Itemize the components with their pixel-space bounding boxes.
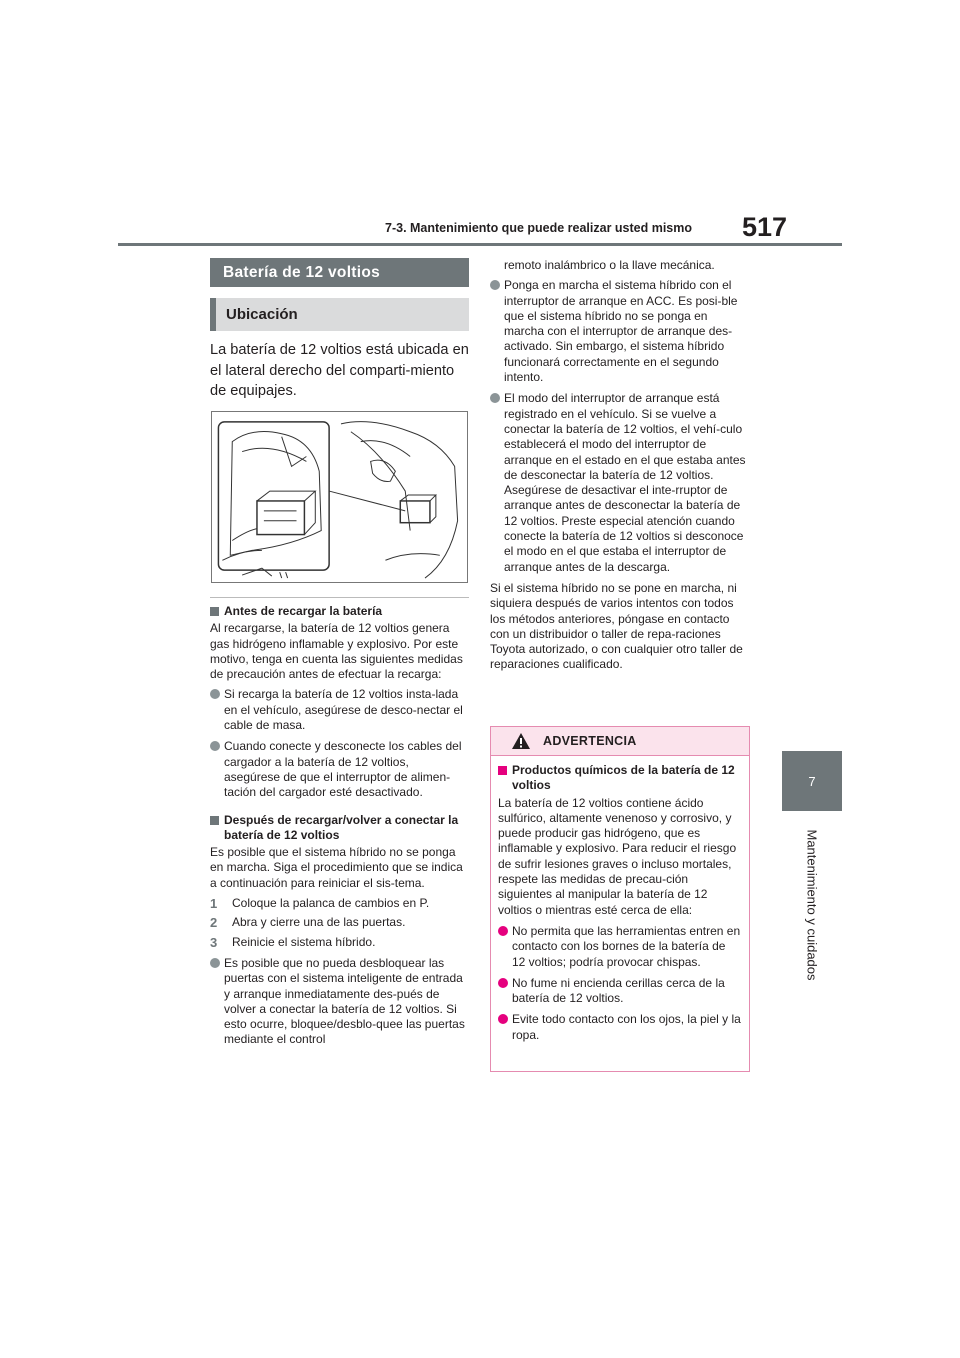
list-item-text: No fume ni encienda cerillas cerca de la batería de 12 voltios. [512,975,725,1006]
intro-text: La batería de 12 voltios está ubicada en el lateral derecho del comparti-miento de equipajes. [210,342,469,399]
right-column [490,258,748,678]
circle-bullet-icon [498,926,508,936]
list-item-text: Ponga en marcha el sistema híbrido con el interruptor de arranque en ACC. Es posi-ble que el sistema híbrido no se ponga en marcha con el interruptor de arranque des-activado. Sin embargo, el sistema híbrido funcionará correctamente en el segundo intento. [504,278,738,385]
list-item [210,739,468,800]
step-number: 2 [210,915,218,931]
warning-body [491,756,749,1043]
chapter-label-text: Mantenimiento y cuidados [804,828,820,981]
reconnect-heading-text: Después de recargar/volver a conectar la batería de 12 voltios [224,812,459,842]
recharge-heading-text: Antes de recargar la batería [224,604,383,618]
running-header: 7-3. Mantenimiento que puede realizar usted mismo [385,221,693,235]
trunk-diagram-image [212,412,467,582]
reconnect-text: Es posible que el sistema híbrido no se ponga en marcha. Siga el procedimiento que se indica a continuación para reiniciar el sis-tema. [210,845,463,890]
circle-bullet-icon [210,958,220,968]
circle-bullet-icon [490,280,500,290]
warning-heading [498,763,742,794]
warning-box [490,726,750,1072]
section-title: Batería de 12 voltios [210,258,469,287]
step-item [210,896,468,911]
list-item [498,1012,742,1043]
chapter-tab: 7 [782,751,842,811]
circle-bullet-icon [490,393,500,403]
list-item-text: Si recarga la batería de 12 voltios insta-lada en el vehículo, asegúrese de desco-nectar el cable de masa. [224,687,463,733]
recharge-text: Al recargarse, la batería de 12 voltios genera gas hidrógeno inflamable y explosivo. Por este motivo, tenga en cuenta las siguientes medidas de precaución antes de efectuar la recarga: [210,621,463,682]
step-item [210,935,468,950]
subsection-title: Ubicación [210,298,469,331]
list-item [210,687,468,733]
warning-header [491,727,749,756]
list-item-text: No permita que las herramientas entren en contacto con los bornes de la batería de 12 voltios; podría provocar chispas. [512,923,741,969]
step-text: Coloque la palanca de cambios en P. [232,896,430,911]
step-text: Abra y cierre una de las puertas. [232,915,406,930]
list-item [210,956,468,1048]
warning-heading-text: Productos químicos de la batería de 12 voltios [512,763,735,793]
battery-location-illustration [211,411,468,583]
recharge-heading [210,604,468,619]
step-number: 1 [210,896,218,912]
list-item-text: Evite todo contacto con los ojos, la piel y la ropa. [512,1012,741,1042]
header-rule [118,243,842,246]
reconnect-heading [210,813,468,844]
list-item [498,976,742,1007]
warning-triangle-icon [511,732,531,750]
fallback-paragraph: Si el sistema híbrido no se pone en marcha, ni siquiera después de varios intentos con todos los métodos anteriores, póngase en contacto con un distribuidor o taller de repa-raciones Toyota autorizado, o con cualquier otro taller de reparaciones cualificado. [490,580,743,672]
circle-bullet-icon [210,689,220,699]
step-text: Reinicie el sistema híbrido. [232,934,376,949]
list-item [498,924,742,970]
circle-bullet-icon [498,1014,508,1024]
step-item [210,915,468,930]
page-number: 517 [742,212,788,242]
warning-title: ADVERTENCIA [543,734,637,748]
list-item-text: Es posible que no pueda desbloquear las puertas con el sistema inteligente de entrada y arranque inmediatamente des-pués de volver a conectar la batería de 12 voltios. Si esto ocurre, bloquee/desblo-quee las puertas mediante el control [224,955,465,1047]
list-item [490,278,748,385]
left-column [210,604,468,1054]
warning-text: La batería de 12 voltios contiene ácido sulfúrico, altamente venenoso y corrosivo, y puede producir gas hidrógeno, que es inflamable y explosivo. Para reducir el riesgo de sufrir lesiones graves o incluso mortales, respete las medidas de precau-ción siguientes al manipular la batería de 12 voltios o mientras esté cerca de ella: [498,795,737,917]
step-number: 3 [210,934,218,950]
divider [210,597,469,598]
list-item-text: El modo del interruptor de arranque está registrado en el vehículo. Si se vuelve a conectar la batería de 12 voltios, el vehí-culo establecerá el modo del interruptor de arranque en el estado en el que estaba antes de desconectar la batería de 12 voltios. Asegúrese de desactivar el inte-rruptor de arranque antes de desconectar la batería de 12 voltios. Preste especial atención cuando conecte la batería de 12 voltios si desconoce el modo en el que estaba el interruptor de arranque antes de la descarga. [504,391,746,574]
circle-bullet-icon [498,978,508,988]
list-item [490,391,748,575]
circle-bullet-icon [210,741,220,751]
continuation-text: remoto inalámbrico o la llave mecánica. [504,258,715,272]
list-item-text: Cuando conecte y desconecte los cables del cargador a la batería de 12 voltios, asegúrese de que el interruptor de alimen-tación del cargador esté desactivado. [224,739,462,800]
chapter-label [782,822,842,987]
